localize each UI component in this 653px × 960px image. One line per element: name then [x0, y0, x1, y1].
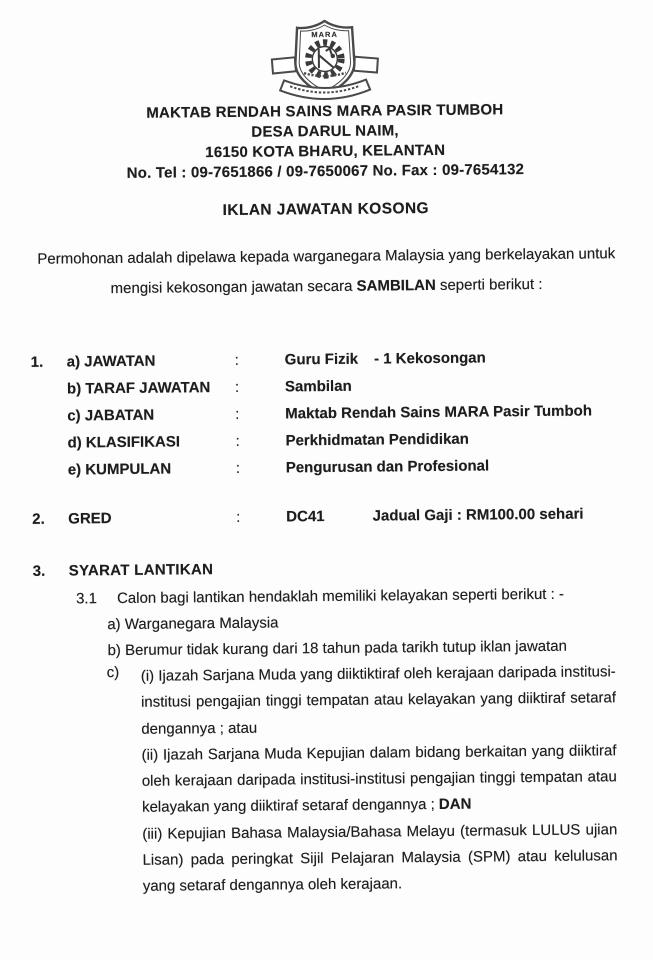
- document-title: IKLAN JAWATAN KOSONG: [222, 200, 430, 219]
- intro-line-1: Permohonan adalah dipelawa kepada warganegara Malaysia yang berkelayakan untuk: [37, 245, 616, 268]
- label-jawatan: a) JAWATAN: [66, 352, 156, 371]
- qualification-para-ii-text: (ii) Ijazah Sarjana Muda Kepujian dalam bidang berkaitan yang diiktiraf oleh kerajaan daripada institusi-institusi pengajian tinggi tempatan atau kelayakan yang diiktiraf setaraf dengannya ;: [141, 742, 617, 817]
- label-gred: GRED: [68, 510, 112, 528]
- label-kumpulan: e) KUMPULAN: [67, 460, 172, 479]
- contact-line: No. Tel : 09-7651866 / 09-7650067 No. Fax : 09-7654132: [126, 161, 525, 182]
- section-3-heading-row: [3, 553, 653, 585]
- value-taraf-jawatan: Sambilan: [284, 377, 352, 396]
- value-klasifikasi: Perkhidmatan Pendidikan: [285, 430, 469, 450]
- section-1-number: 1.: [30, 353, 44, 371]
- section-3-heading: SYARAT LANTIKAN: [68, 561, 214, 580]
- intro-line-2: [18, 269, 635, 305]
- logo-container: [0, 15, 651, 105]
- requirement-item-c-label: c): [106, 664, 120, 682]
- requirement-item-b: b) Berumur tidak kurang dari 18 tahun pada tarikh tutup iklan jawatan: [107, 637, 568, 660]
- requirement-item-c: [4, 659, 653, 902]
- section-3-number: 3.: [32, 562, 46, 580]
- address-line-2: 16150 KOTA BHARU, KELANTAN: [205, 141, 446, 162]
- colon: :: [235, 432, 240, 450]
- colon: :: [236, 508, 241, 526]
- intro-line2-prefix: mengisi kekosongan jawatan secara: [110, 277, 357, 298]
- section-2-number: 2.: [32, 510, 45, 528]
- qualification-para-iii: (iii) Kepujian Bahasa Malaysia/Bahasa Melayu (termasuk LULUS ujian Lisan) pada peringkat Sijil Pelajaran Malaysia (SPM) atau kelulusan yang setaraf dengannya oleh kerajaan.: [142, 821, 618, 896]
- mara-crest-icon: [255, 17, 394, 102]
- value-gred: DC41: [286, 508, 325, 526]
- row-gred: [2, 500, 653, 533]
- label-klasifikasi: d) KLASIFIKASI: [67, 433, 181, 452]
- qualification-para-ii-bold: DAN: [438, 796, 472, 814]
- qualification-para-i: (i) Ijazah Sarjana Muda yang diiktiktiraf oleh kerajaan daripada institusi-institusi pengajian tinggi tempatan atau kelayakan yang diiktiraf setaraf dengannya ; atau: [140, 663, 617, 738]
- requirement-item-c-paragraphs: [141, 659, 618, 900]
- requirement-item-a: a) Warganegara Malaysia: [107, 614, 279, 634]
- salary-schedule: Jadual Gaji : RM100.00 sehari: [372, 505, 584, 525]
- address-line-1: DESA DARUL NAIM,: [251, 122, 399, 141]
- qualification-para-ii: [141, 738, 617, 821]
- school-name: MAKTAB RENDAH SAINS MARA PASIR TUMBOH: [146, 101, 504, 122]
- intro-line2-suffix: seperti berikut :: [435, 275, 543, 294]
- colon: :: [235, 405, 240, 423]
- label-taraf-jawatan: b) TARAF JAWATAN: [66, 379, 211, 398]
- document-content: [0, 15, 653, 902]
- label-jabatan: c) JABATAN: [67, 406, 155, 425]
- value-jabatan: Maktab Rendah Sains MARA Pasir Tumboh: [285, 402, 593, 423]
- colon: :: [234, 351, 239, 369]
- colon: :: [235, 459, 241, 477]
- section-1-jawatan: [1, 343, 653, 484]
- clause-3-1-text: Calon bagi lantikan hendaklah memiliki kelayakan seperti berikut : -: [116, 585, 564, 608]
- intro-paragraph: [0, 239, 653, 305]
- row-kumpulan: [2, 451, 653, 484]
- section-3-syarat-lantikan: [3, 553, 653, 902]
- value-jawatan-wrap: [285, 343, 653, 374]
- colon: :: [234, 378, 240, 396]
- clause-3-1-number: 3.1: [75, 590, 97, 608]
- value-kumpulan: Pengurusan dan Profesional: [285, 457, 490, 477]
- value-jawatan: Guru Fizik: [284, 350, 359, 369]
- svg-text:MARA: MARA: [310, 29, 338, 40]
- section-2-gred: [2, 500, 653, 533]
- value-jawatan-note: - 1 Kekosongan: [374, 349, 486, 368]
- value-gred-wrap: [286, 500, 653, 531]
- intro-line2-bold: SAMBILAN: [356, 276, 436, 295]
